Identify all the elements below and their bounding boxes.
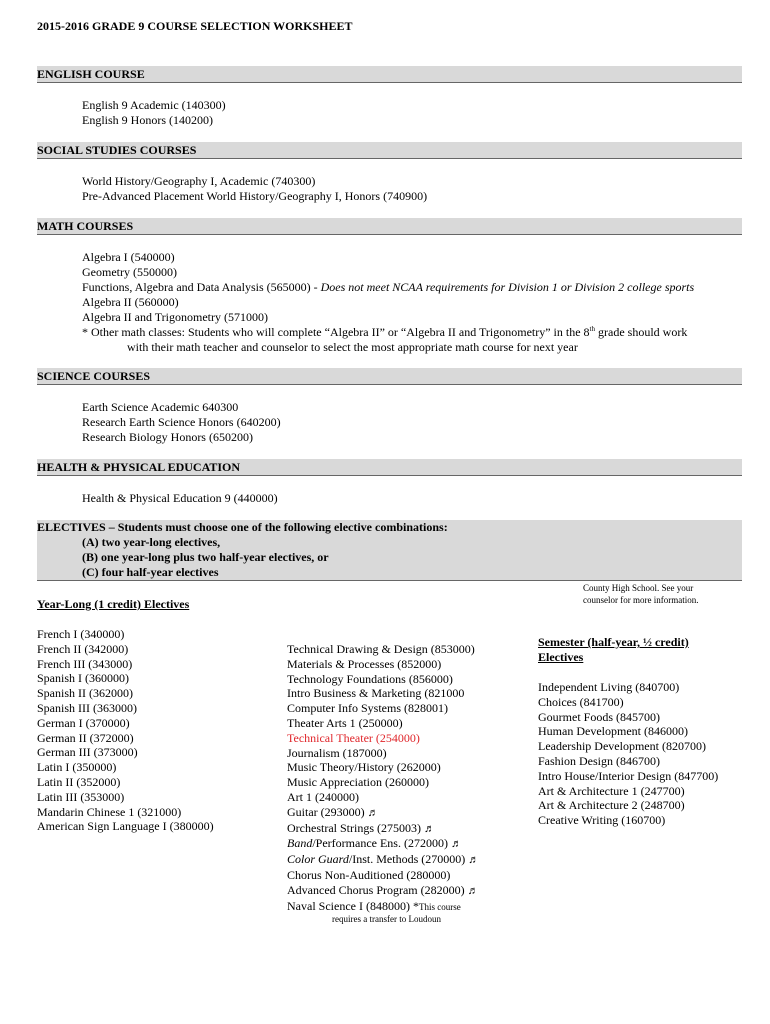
list-item: English 9 Academic (140300): [82, 98, 226, 112]
note-text: grade should work: [595, 325, 688, 339]
music-note-icon: ♬: [450, 838, 462, 851]
superscript: th: [589, 325, 595, 333]
science-course-list: [82, 400, 281, 445]
yearlong-column-languages: [37, 627, 214, 834]
county-note: [583, 582, 698, 606]
list-item: [287, 805, 479, 821]
section-header-science: SCIENCE COURSES: [37, 368, 742, 385]
course-name: Naval Science I (848000) *: [287, 898, 419, 913]
list-item: American Sign Language I (380000): [37, 819, 214, 834]
yearlong-electives-header: Year-Long (1 credit) Electives: [37, 597, 190, 611]
list-item: Latin II (352000): [37, 774, 121, 789]
course-name: Functions, Algebra and Data Analysis (565000) -: [82, 280, 321, 294]
math-course-list: [82, 250, 694, 355]
list-item: German III (373000): [37, 745, 138, 760]
music-note-icon: ♬: [367, 806, 379, 819]
county-note-line: counselor for more information.: [583, 595, 699, 605]
section-header-english: ENGLISH COURSE: [37, 66, 742, 83]
list-item: Art & Architecture 1 (247700): [538, 783, 685, 798]
list-item: [287, 836, 479, 852]
header-line: Semester (half-year, ½ credit): [538, 635, 689, 649]
list-item: Spanish II (362000): [37, 686, 133, 701]
music-note-icon: ♬: [467, 884, 479, 897]
semester-electives-list: [538, 680, 718, 828]
elective-option: (B) one year-long plus two half-year electives, or: [82, 550, 329, 564]
list-item: Fashion Design (846700): [538, 753, 660, 768]
list-item: Art & Architecture 2 (248700): [538, 798, 685, 813]
elective-option: (A) two year-long electives,: [82, 535, 221, 549]
list-item: Latin III (353000): [37, 789, 125, 804]
list-item: Research Earth Science Honors (640200): [82, 415, 281, 429]
course-name-italic: Band: [287, 836, 313, 851]
list-item: Choices (841700): [538, 694, 624, 709]
list-item: Technical Theater (254000): [287, 730, 420, 745]
note-text: * Other math classes: Students who will complete “Algebra II” or “Algebra II and Trigonometry” in the 8: [82, 325, 590, 339]
list-item: [82, 280, 694, 295]
list-item: Algebra I (540000): [82, 250, 175, 264]
list-item: Health & Physical Education 9 (440000): [82, 491, 278, 505]
english-course-list: [82, 98, 226, 128]
social-studies-course-list: [82, 174, 427, 204]
list-item: Spanish I (360000): [37, 671, 129, 686]
list-item: [287, 883, 479, 899]
list-item: Intro Business & Marketing (821000: [287, 686, 465, 701]
list-item: World History/Geography I, Academic (740300): [82, 174, 316, 188]
list-item: Music Theory/History (262000): [287, 760, 441, 775]
list-item: German II (372000): [37, 730, 134, 745]
list-item: Creative Writing (160700): [538, 813, 666, 828]
list-item: Pre-Advanced Placement World History/Geography I, Honors (740900): [82, 189, 428, 203]
list-item: Independent Living (840700): [538, 680, 680, 694]
list-item: English 9 Honors (140200): [82, 113, 213, 127]
list-item: Latin I (350000): [37, 760, 117, 775]
header-line: Electives: [538, 650, 584, 664]
list-item: Human Development (846000): [538, 724, 688, 739]
transfer-note-line2: requires a transfer to Loudoun: [332, 914, 441, 925]
course-name: Advanced Chorus Program (282000): [287, 882, 465, 897]
other-math-note-line2: with their math teacher and counselor to select the most appropriate math course for next year: [127, 340, 578, 354]
section-header-social-studies: SOCIAL STUDIES COURSES: [37, 142, 742, 159]
semester-electives-header: [538, 635, 689, 665]
health-course-list: [82, 491, 278, 506]
transfer-note: This course: [418, 901, 461, 912]
electives-header: ELECTIVES – Students must choose one of the following elective combinations:: [37, 520, 448, 534]
county-note-line: County High School. See your: [583, 583, 694, 593]
list-item: Technical Drawing & Design (853000): [287, 642, 475, 656]
list-item: Journalism (187000): [287, 745, 387, 760]
list-item: Intro House/Interior Design (847700): [538, 768, 719, 783]
page-title: 2015-2016 GRADE 9 COURSE SELECTION WORKSHEET: [37, 19, 353, 33]
list-item: Art 1 (240000): [287, 789, 359, 804]
list-item: Research Biology Honors (650200): [82, 430, 253, 444]
list-item: [287, 899, 479, 915]
course-name: Guitar (293000): [287, 804, 365, 819]
yearlong-column-arts-tech: [287, 642, 479, 925]
course-name: /Performance Ens. (272000): [312, 836, 448, 851]
list-item: French I (340000): [37, 627, 125, 641]
list-item: French III (343000): [37, 656, 133, 671]
list-item: Spanish III (363000): [37, 700, 137, 715]
music-note-icon: ♬: [468, 854, 480, 867]
ncaa-note: Does not meet NCAA requirements for Division 1 or Division 2 college sports: [320, 280, 695, 294]
elective-option: (C) four half-year electives: [82, 565, 219, 579]
list-item: Algebra II (560000): [82, 295, 179, 309]
list-item: Algebra II and Trigonometry (571000): [82, 310, 268, 324]
list-item: Computer Info Systems (828001): [287, 701, 448, 716]
list-item: Leadership Development (820700): [538, 739, 706, 754]
list-item: French II (342000): [37, 641, 129, 656]
list-item: Music Appreciation (260000): [287, 775, 429, 790]
list-item: German I (370000): [37, 715, 130, 730]
list-item: Materials & Processes (852000): [287, 656, 442, 671]
course-name: Orchestral Strings (275003): [287, 820, 421, 835]
course-name-italic: Color Guard: [287, 852, 349, 867]
list-item: [287, 852, 479, 868]
course-name: /Inst. Methods (270000): [348, 852, 466, 867]
list-item: [287, 821, 479, 837]
section-header-health: HEALTH & PHYSICAL EDUCATION: [37, 459, 742, 476]
list-item: Earth Science Academic 640300: [82, 400, 239, 414]
section-header-math: MATH COURSES: [37, 218, 742, 235]
list-item: Geometry (550000): [82, 265, 177, 279]
list-item: Mandarin Chinese 1 (321000): [37, 804, 182, 819]
other-math-note: [82, 325, 694, 340]
electives-header-box: [37, 520, 742, 581]
list-item: Theater Arts 1 (250000): [287, 715, 403, 730]
list-item: Chorus Non-Auditioned (280000): [287, 867, 451, 882]
list-item: Gourmet Foods (845700): [538, 709, 660, 724]
music-note-icon: ♬: [423, 822, 435, 835]
list-item: Technology Foundations (856000): [287, 671, 453, 686]
